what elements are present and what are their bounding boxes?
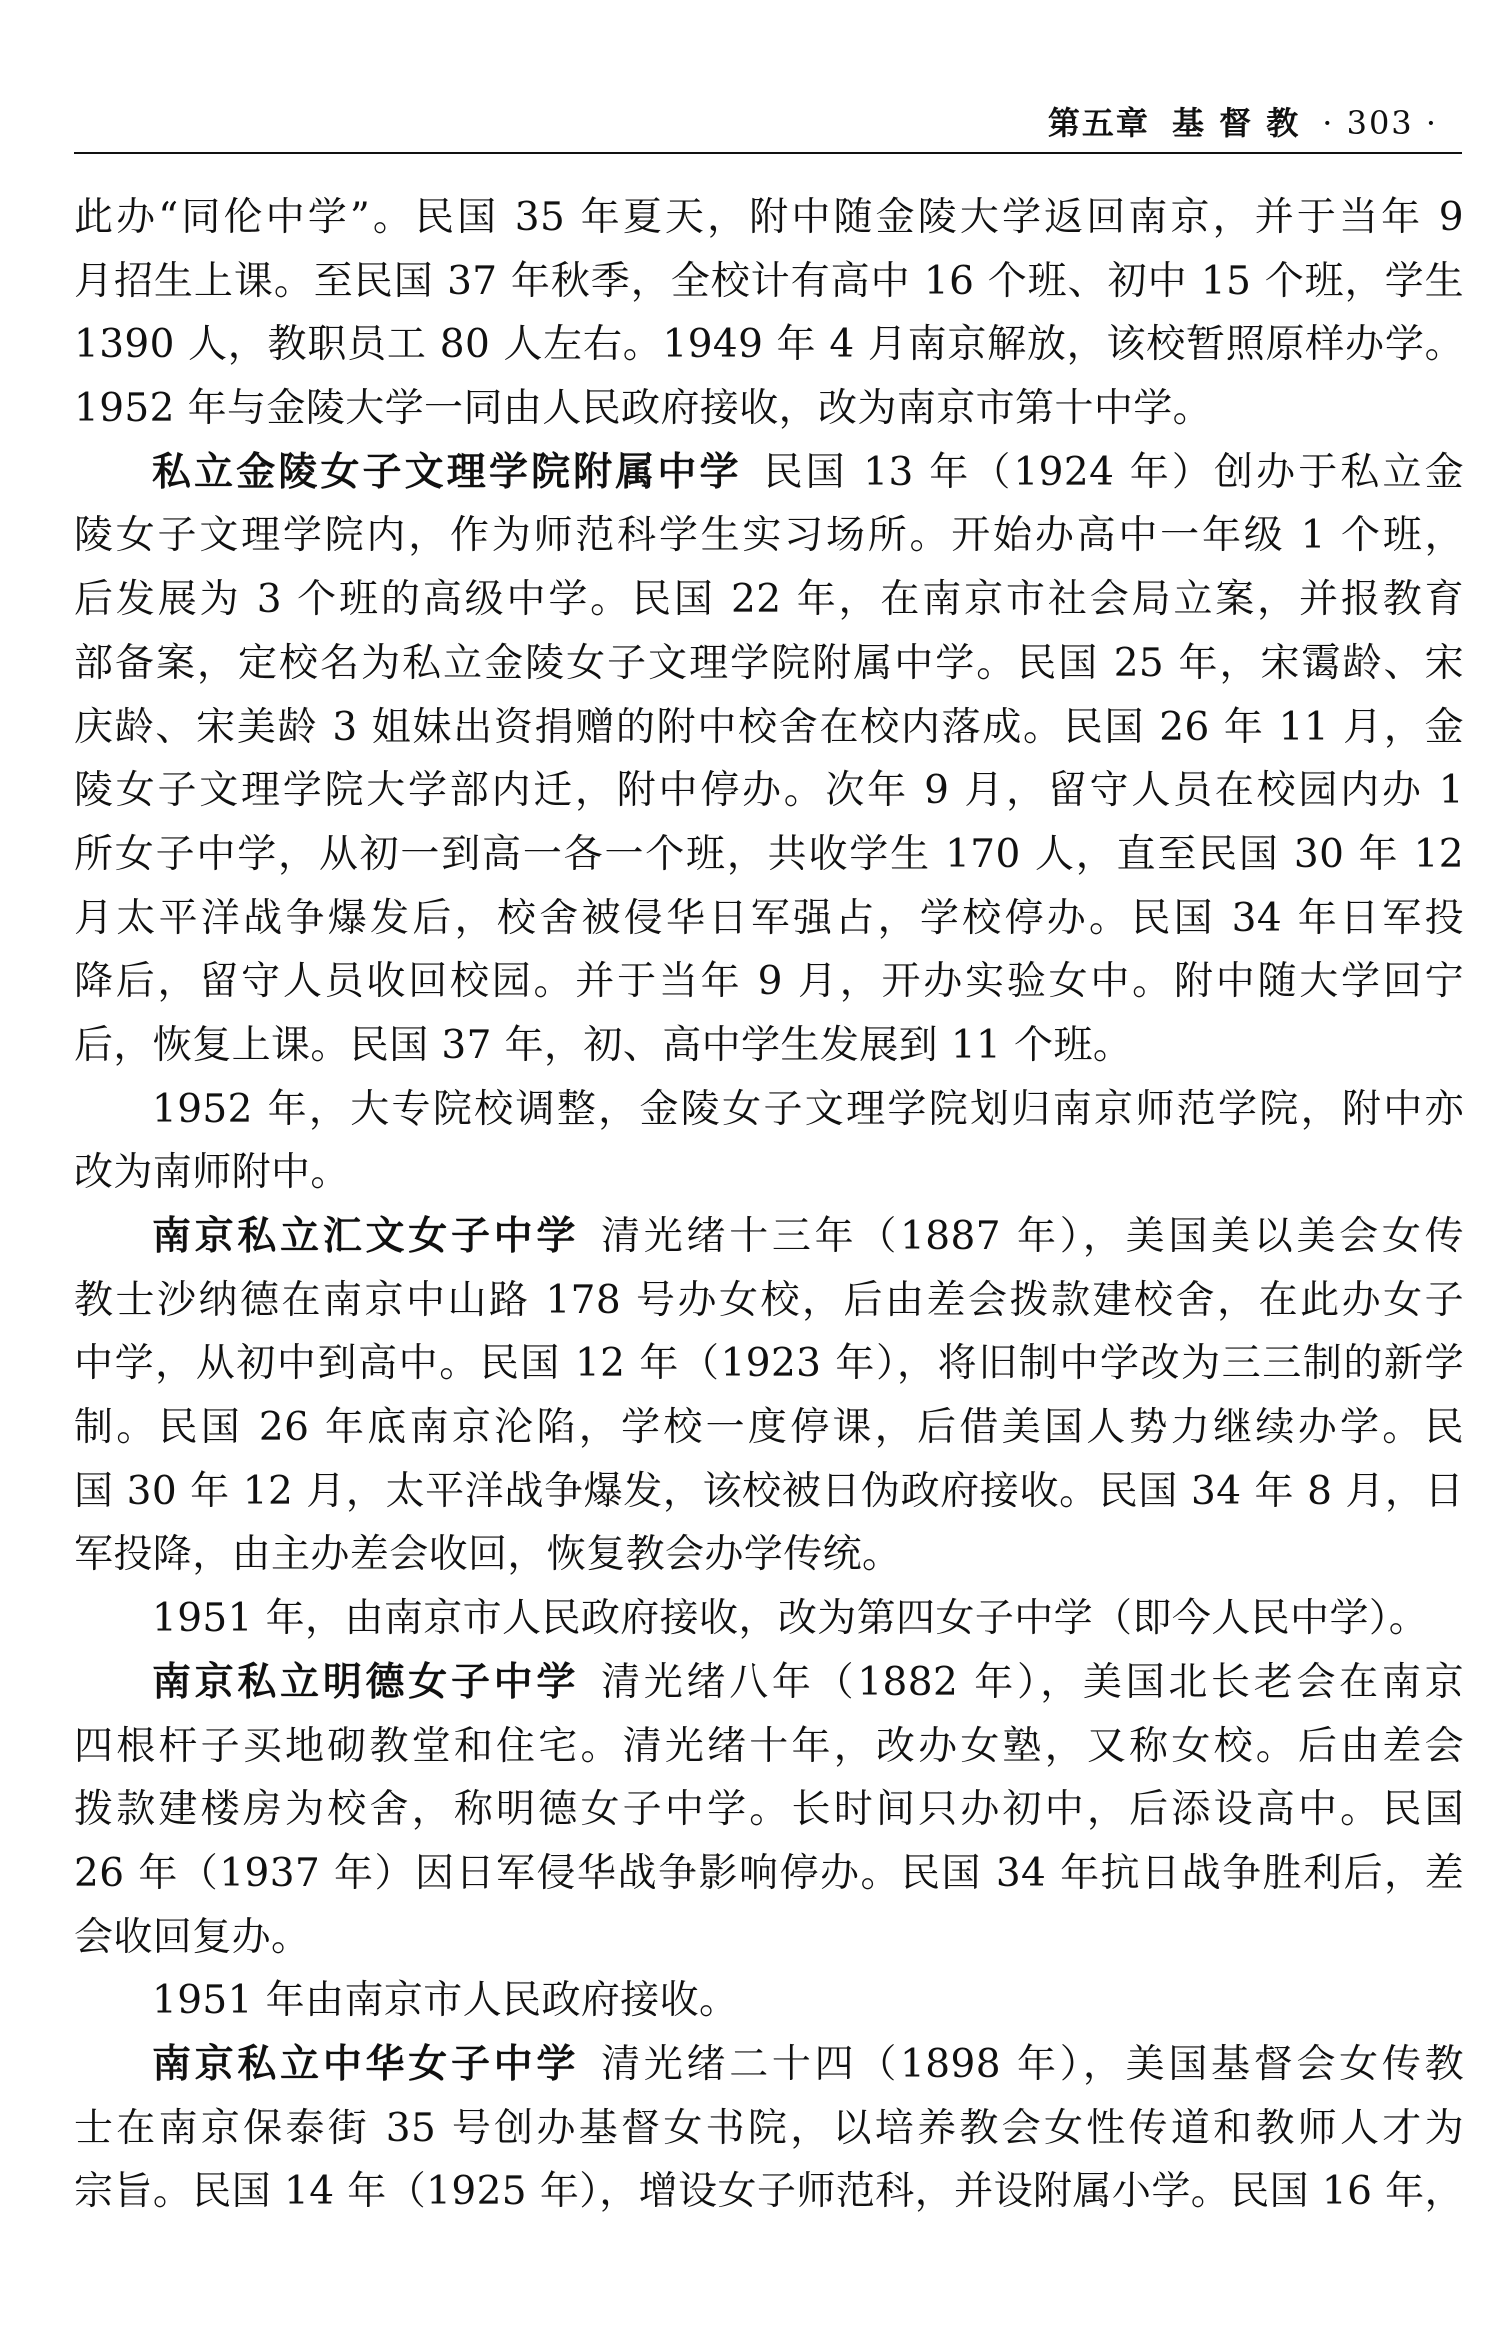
text-line: 军投降，由主办差会收回，恢复教会办学传统。 (74, 1532, 902, 1578)
text-line (74, 1651, 1464, 1715)
text-line (74, 2033, 1464, 2097)
section-label: 基 督 教 (1171, 104, 1301, 142)
text-line: 陵女子文理学院大学部内迁，附中停办。次年 9 月，留守人员在校园内办 1 (74, 768, 1464, 814)
text-line: 1952 年与金陵大学一同由人民政府接收，改为南京市第十中学。 (74, 386, 1213, 432)
text-line: 宗旨。民国 14 年（1925 年），增设女子师范科，并设附属小学。民国 16 年， (74, 2169, 1464, 2215)
text-line: 陵女子文理学院内，作为师范科学生实习场所。开始办高中一年级 1 个班， (74, 513, 1464, 559)
text-run: 清光绪二十四（1898 年），美国基督会女传教 (601, 2041, 1464, 2087)
text-line: 1952 年，大专院校调整，金陵女子文理学院划归南京师范学院，附中亦 (152, 1086, 1464, 1132)
text-line: 士在南京保泰街 35 号创办基督女书院，以培养教会女性传道和教师人才为 (74, 2105, 1464, 2151)
text-line: 月太平洋战争爆发后，校舍被侵华日军强占，学校停办。民国 34 年日军投 (74, 895, 1464, 941)
section-heading: 南京私立汇文女子中学 (152, 1214, 580, 1259)
section-heading: 私立金陵女子文理学院附属中学 (152, 449, 742, 495)
text-line: 此办“同伦中学”。民国 35 年夏天，附中随金陵大学返回南京，并于当年 9 (74, 195, 1464, 240)
body-text (74, 186, 1464, 2224)
text-line: 拨款建楼房为校舍，称明德女子中学。长时间只办初中，后添设高中。民国 (74, 1787, 1464, 1833)
text-line: 制。民国 26 年底南京沦陷，学校一度停课，后借美国人势力继续办学。民 (74, 1405, 1464, 1451)
running-header (74, 92, 1462, 154)
text-line: 中学，从初中到高中。民国 12 年（1923 年），将旧制中学改为三三制的新学 (74, 1341, 1464, 1387)
header-text (1048, 98, 1438, 144)
text-line: 26 年（1937 年）因日军侵华战争影响停办。民国 34 年抗日战争胜利后，差 (74, 1850, 1464, 1896)
text-run: 清光绪十三年（1887 年），美国美以美会女传 (601, 1214, 1464, 1259)
chapter-label: 第五章 (1047, 104, 1150, 142)
text-line: 后，恢复上课。民国 37 年，初、高中学生发展到 11 个班。 (74, 1022, 1133, 1068)
paragraph (74, 441, 1464, 1078)
section-heading: 南京私立明德女子中学 (152, 1659, 580, 1705)
text-line: 1951 年由南京市人民政府接收。 (152, 1978, 739, 2024)
text-line: 会收回复办。 (74, 1914, 311, 1960)
text-line: 部备案，定校名为私立金陵女子文理学院附属中学。民国 25 年，宋霭龄、宋 (74, 640, 1464, 686)
text-line (74, 1205, 1464, 1269)
text-line: 改为南师附中。 (74, 1150, 350, 1196)
paragraph (74, 1969, 1464, 2033)
text-line: 庆龄、宋美龄 3 姐妹出资捐赠的附中校舍在校内落成。民国 26 年 11 月，金 (74, 704, 1464, 750)
paragraph (74, 1587, 1464, 1651)
text-run: 清光绪八年（1882 年），美国北长老会在南京 (601, 1659, 1464, 1705)
text-line: 教士沙纳德在南京中山路 178 号办女校，后由差会拨款建校舍，在此办女子 (74, 1277, 1464, 1323)
text-line: 月招生上课。至民国 37 年秋季，全校计有高中 16 个班、初中 15 个班，学生 (74, 258, 1464, 304)
text-line: 后发展为 3 个班的高级中学。民国 22 年，在南京市社会局立案，并报教育 (74, 577, 1464, 623)
text-line: 降后，留守人员收回校园。并于当年 9 月，开办实验女中。附中随大学回宁 (74, 959, 1464, 1005)
text-line: 所女子中学，从初一到高一各一个班，共收学生 170 人，直至民国 30 年 12 (74, 831, 1464, 877)
section-heading: 南京私立中华女子中学 (152, 2041, 580, 2087)
paragraph (74, 186, 1464, 441)
paragraph (74, 2033, 1464, 2224)
page-number: · 303 · (1322, 104, 1438, 142)
paragraph (74, 1078, 1464, 1205)
text-line: 1390 人，教职员工 80 人左右。1949 年 4 月南京解放，该校暂照原样办学。 (74, 322, 1464, 368)
text-line: 四根杆子买地砌教堂和住宅。清光绪十年，改办女塾，又称女校。后由差会 (74, 1723, 1464, 1769)
text-line: 1951 年，由南京市人民政府接收，改为第四女子中学（即今人民中学）。 (152, 1596, 1429, 1642)
text-run: 民国 13 年（1924 年）创办于私立金 (763, 449, 1464, 495)
text-line (74, 441, 1464, 505)
paragraph (74, 1651, 1464, 1969)
paragraph (74, 1205, 1464, 1587)
text-line: 国 30 年 12 月，太平洋战争爆发，该校被日伪政府接收。民国 34 年 8 月，日 (74, 1468, 1464, 1514)
